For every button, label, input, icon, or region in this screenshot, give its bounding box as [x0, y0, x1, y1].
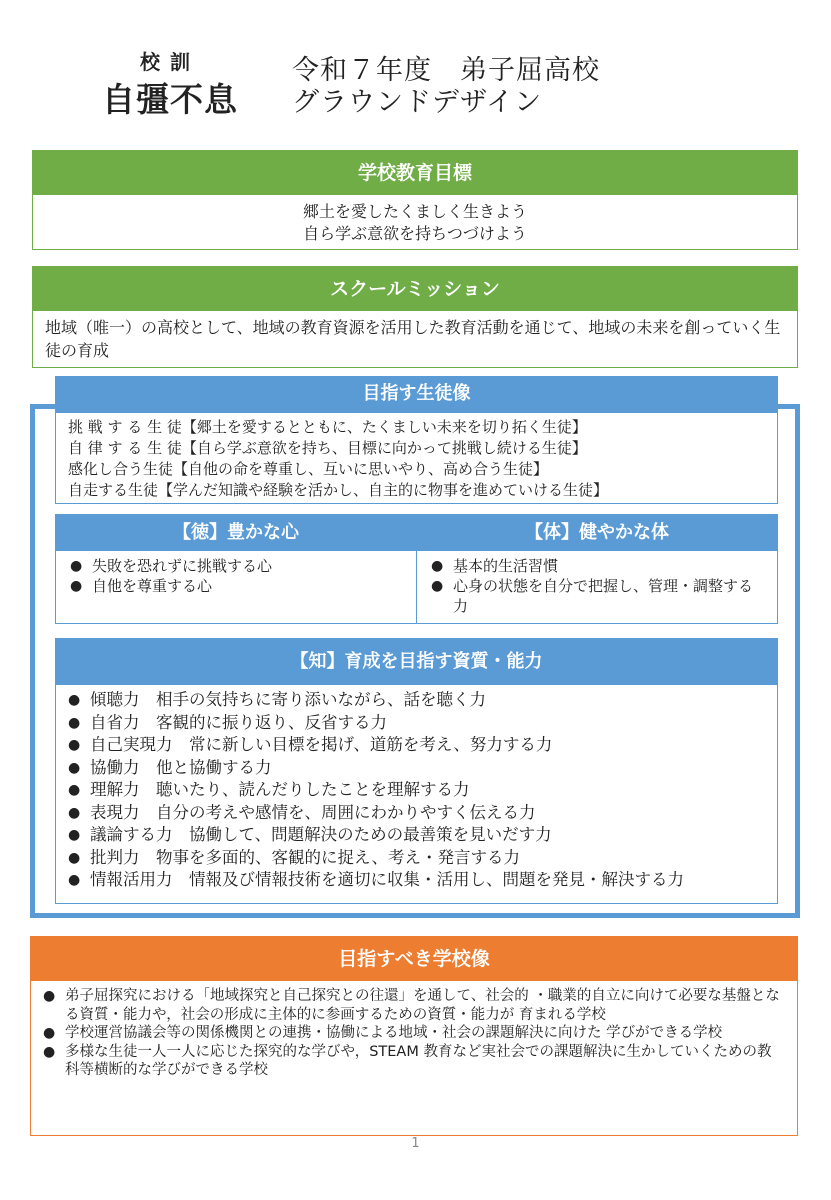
list-item: ● 多様な生徒一人一人に応じた探究的な学びや，STEAM 教育など実社会での課題解決に生かしていくための教科等横断的な学びができる学校 — [43, 1043, 783, 1080]
student-image-box — [55, 412, 778, 504]
list-item: ● 基本的生活習慣 — [431, 556, 763, 576]
school-motto: 自彊不息 — [102, 80, 238, 119]
student-image-heading: 目指す生徒像 — [55, 376, 778, 412]
student-image-line: 挑 戦 す る 生 徒【郷土を愛するとともに、たくましい未来を切り拓く生徒】 — [68, 418, 587, 436]
motto-label: 校訓 — [140, 50, 200, 74]
knowledge-heading: 【知】育成を目指す資質・能力 — [56, 639, 777, 685]
list-item: ● 弟子屈探究における「地域探究と自己探究との往還」を通して、社会的 ・職業的自立に向けて必要な基盤となる資質・能力や，社会の形成に主体的に参画するための資質・能力が 育まれる学校 — [43, 987, 783, 1024]
list-item: ● 批判力 物事を多面的、客観的に捉え、考え・発言する力 — [68, 847, 767, 870]
school-mission-heading: スクールミッション — [33, 267, 797, 311]
goal-line: 自ら学ぶ意欲を持ちつづけよう — [303, 224, 527, 243]
list-item: ● 理解力 聴いたり、読んだりしたことを理解する力 — [68, 779, 767, 802]
page-number: 1 — [411, 1136, 420, 1151]
student-image-line: 感化し合う生徒【自他の命を尊重し、互いに思いやり、高め合う生徒】 — [68, 460, 549, 478]
list-item: ● 議論する力 協働して、問題解決のための最善策を見いだす力 — [68, 824, 767, 847]
ideal-school-heading: 目指すべき学校像 — [31, 937, 797, 981]
list-item: ● 自他を尊重する心 — [70, 576, 406, 596]
education-goals-heading: 学校教育目標 — [33, 151, 797, 195]
list-item: ● 心身の状態を自分で把握し、管理・調整する力 — [431, 576, 763, 616]
body-heading: 【体】健やかな体 — [417, 515, 777, 551]
knowledge-box — [55, 638, 778, 904]
list-item: ● 自省力 客観的に振り返り、反省する力 — [68, 712, 767, 735]
education-goals-box — [32, 150, 798, 250]
list-item: ● 学校運営協議会等の関係機関との連携・協働による地域・社会の課題解決に向けた 学びができる学校 — [43, 1024, 783, 1043]
page-subtitle: グラウンドデザイン — [292, 87, 543, 118]
student-image-line: 自 律 す る 生 徒【自ら学ぶ意欲を持ち、目標に向かって挑戦し続ける生徒】 — [68, 439, 587, 457]
list-item: ● 自己実現力 常に新しい目標を掲げ、道筋を考え、努力する力 — [68, 734, 767, 757]
body-box — [416, 514, 778, 624]
goal-line: 郷土を愛したくましく生きよう — [302, 202, 527, 221]
virtue-box — [55, 514, 417, 624]
list-item: ● 失敗を恐れずに挑戦する心 — [70, 556, 406, 576]
page-title: 令和７年度 弟子屈高校 — [292, 55, 600, 86]
student-image-line: 自走する生徒【学んだ知識や経験を活かし、自主的に物事を進めていける生徒】 — [68, 481, 609, 499]
virtue-heading: 【徳】豊かな心 — [56, 515, 416, 551]
list-item: ● 表現力 自分の考えや感情を、周囲にわかりやすく伝える力 — [68, 802, 767, 825]
ideal-school-box — [30, 936, 798, 1136]
list-item: ● 協働力 他と協働する力 — [68, 757, 767, 780]
list-item: ● 傾聴力 相手の気持ちに寄り添いながら、話を聴く力 — [68, 689, 767, 712]
school-mission-text: 地域（唯一）の高校として、地域の教育資源を活用した教育活動を通じて、地域の未来を創っていく生徒の育成 — [45, 318, 781, 360]
school-mission-box — [32, 266, 798, 368]
list-item: ● 情報活用力 情報及び情報技術を適切に収集・活用し、問題を発見・解決する力 — [68, 869, 767, 892]
